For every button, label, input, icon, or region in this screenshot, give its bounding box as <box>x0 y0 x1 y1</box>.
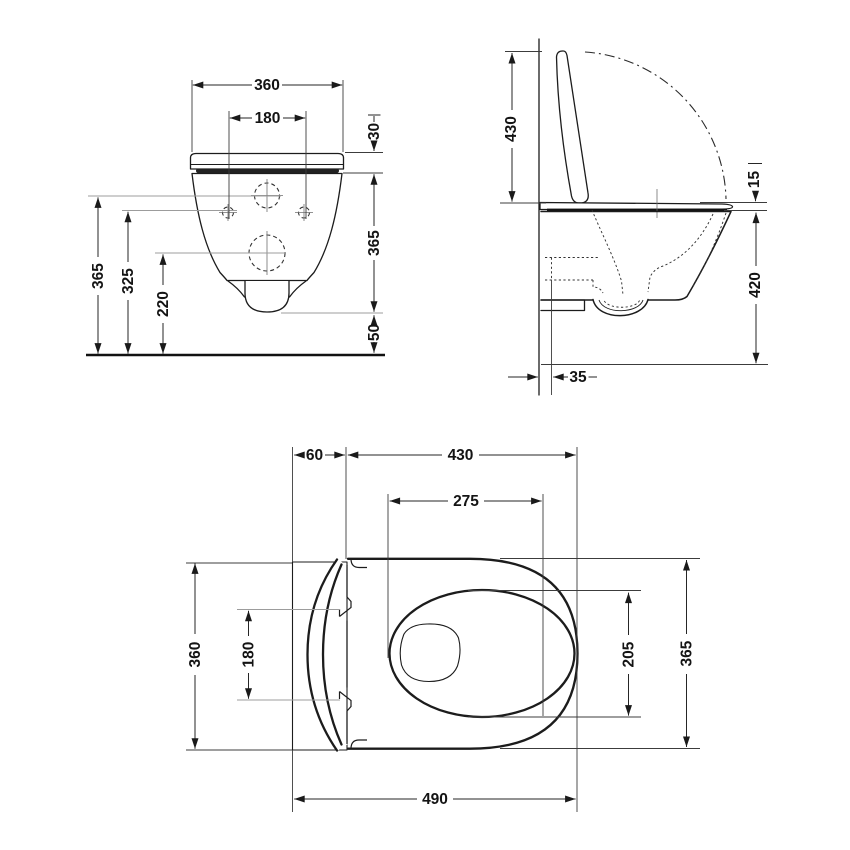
dim-top-overall-width: 365 <box>678 640 696 667</box>
dim-top-mount-depth: 60 <box>305 447 324 464</box>
dim-side-body-height: 420 <box>747 272 764 298</box>
dim-top-inner-width: 205 <box>620 641 638 668</box>
front-outlet-flap-left <box>228 281 245 297</box>
lid-swing-arc <box>585 52 726 199</box>
side-view <box>500 39 768 395</box>
front-view-toilet <box>86 154 385 356</box>
dim-front-fixing-spacing: 180 <box>254 110 281 127</box>
side-lid-raised <box>557 51 589 203</box>
dim-top-hinge-spacing: 180 <box>240 641 258 668</box>
dim-front-overall-width: 360 <box>254 77 280 94</box>
dim-side-open-lid-height: 430 <box>503 116 520 142</box>
dim-top-overall-length: 490 <box>422 791 448 808</box>
side-bowl-outline <box>541 212 731 301</box>
dim-front-fixing-height: 325 <box>120 268 137 294</box>
dim-front-outlet-clearance: 50 <box>366 323 383 342</box>
dim-top-inner-length: 275 <box>453 493 479 510</box>
dim-side-wall-clearance: 35 <box>569 369 587 386</box>
mounting-step <box>541 300 585 311</box>
dim-front-rim-to-outlet: 365 <box>366 230 383 256</box>
dim-top-body-width: 360 <box>187 641 204 668</box>
top-view <box>186 447 700 812</box>
front-view <box>86 77 385 355</box>
side-seat <box>540 203 733 210</box>
top-view-toilet <box>293 559 578 751</box>
dim-side-seat-thickness: 15 <box>746 170 763 189</box>
dim-top-rim-length: 430 <box>447 447 474 464</box>
front-outlet <box>245 281 289 312</box>
dim-front-seat-height: 30 <box>366 122 383 141</box>
side-view-toilet <box>539 39 733 395</box>
front-outlet-flap-right <box>290 281 307 297</box>
side-view-dimension-lines <box>508 53 762 377</box>
front-seat-bumper <box>196 169 339 174</box>
side-hidden-lines <box>545 210 726 295</box>
side-view-extension-lines <box>500 52 768 396</box>
dim-front-outlet-height: 220 <box>155 291 172 317</box>
front-lid <box>191 154 344 170</box>
dim-front-overall-height: 365 <box>90 263 107 289</box>
